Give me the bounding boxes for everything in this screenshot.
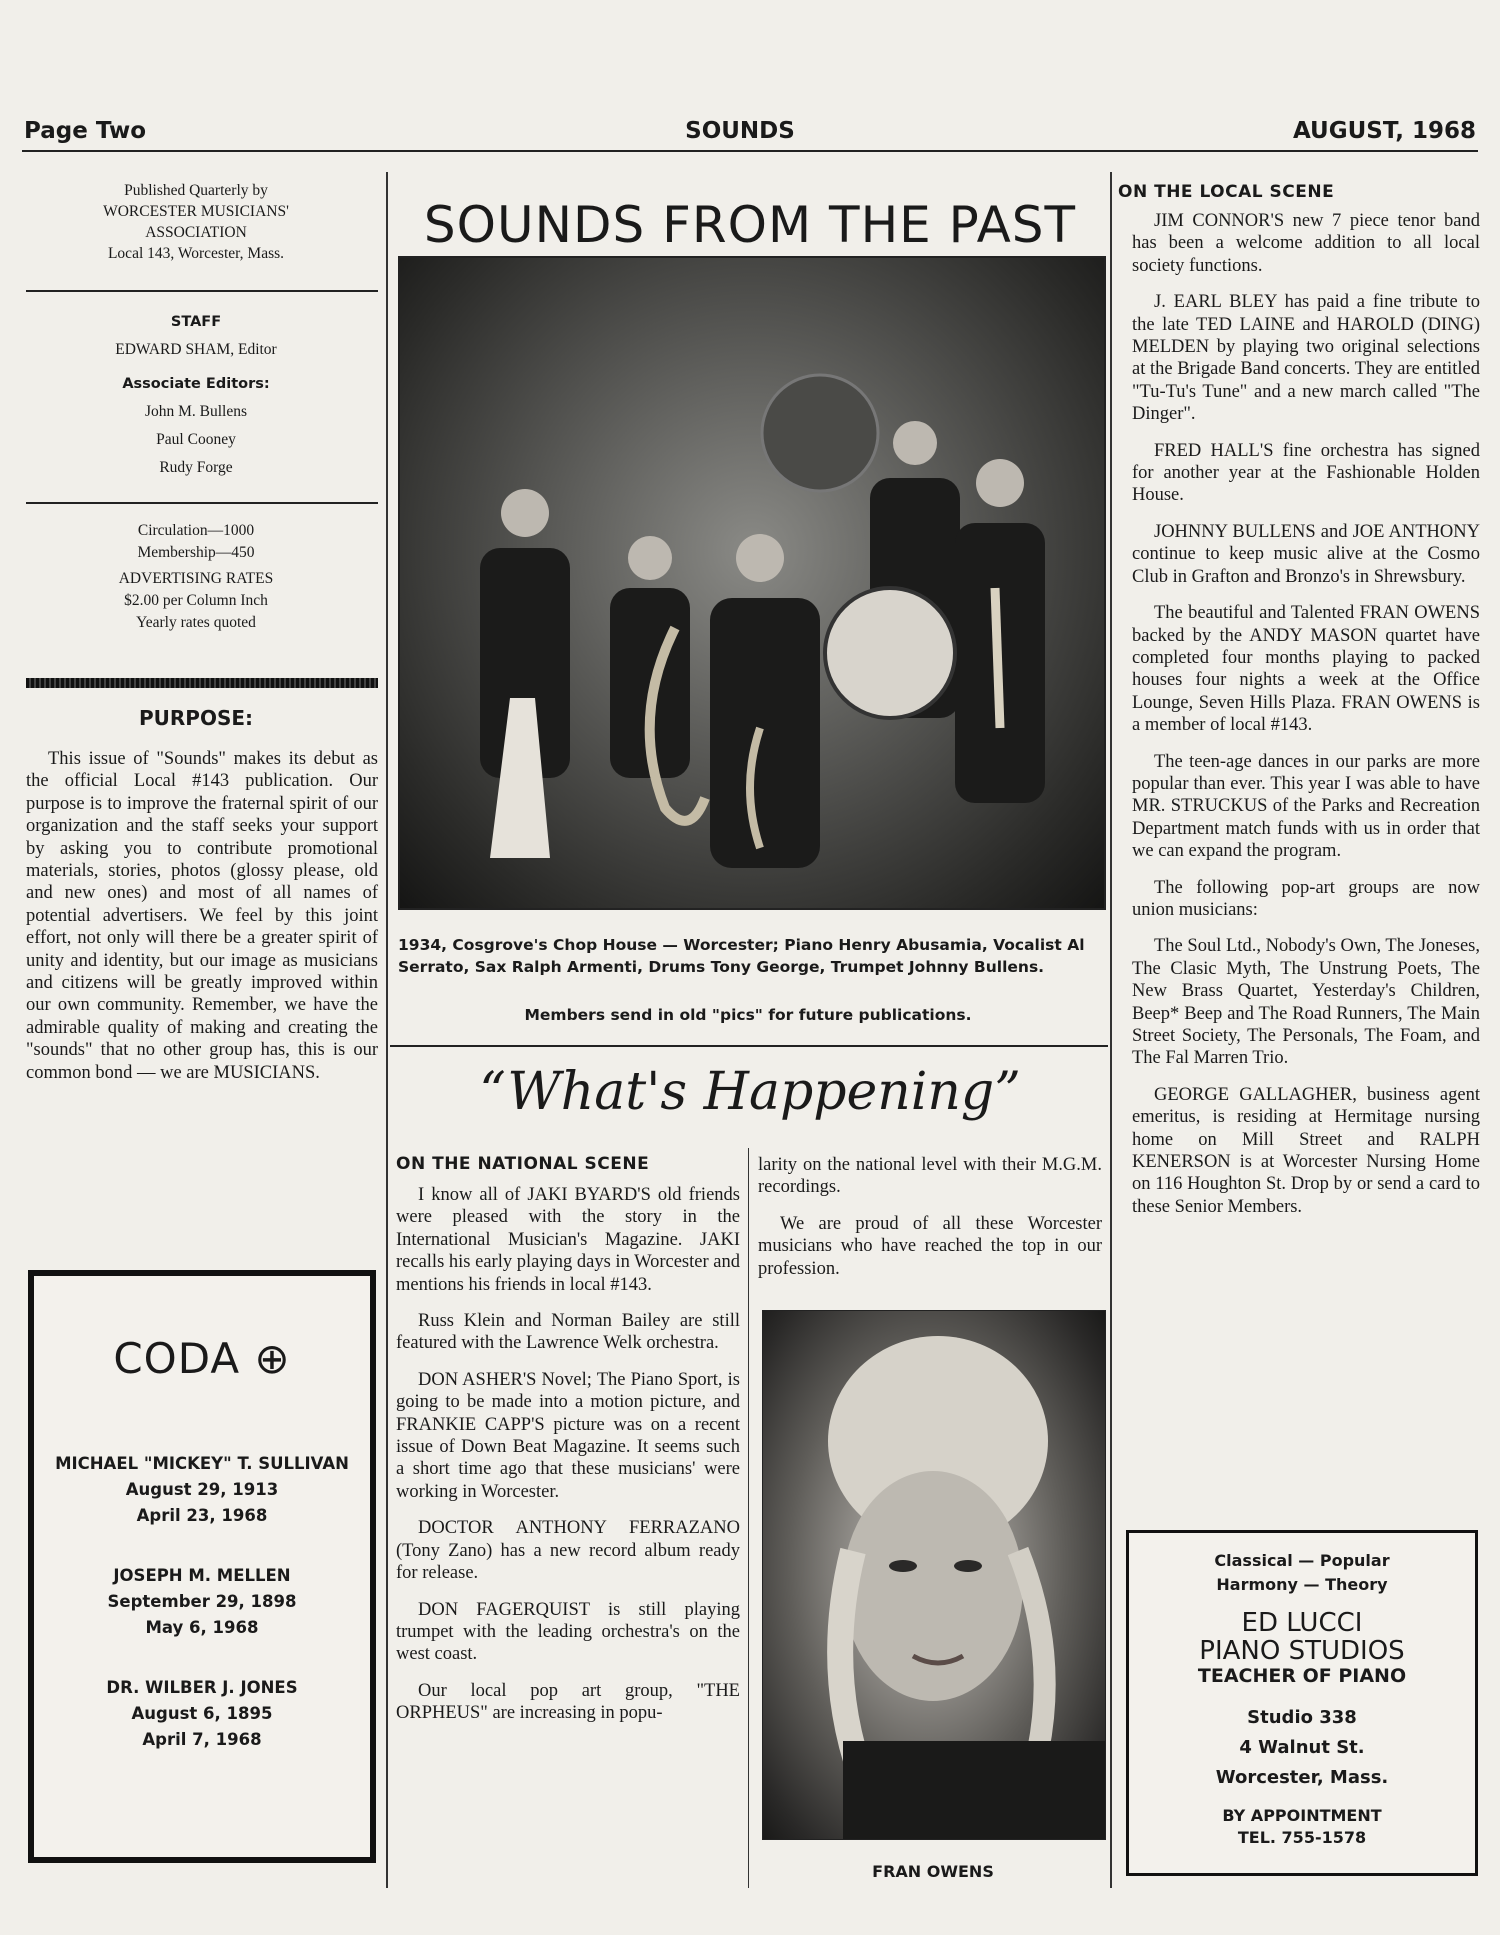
fran-owens-photo <box>762 1310 1106 1840</box>
ad-name: PIANO STUDIOS <box>1199 1636 1405 1666</box>
coda-entry-name: DR. WILBER J. JONES <box>106 1678 298 1697</box>
publisher-line-1: Published Quarterly by <box>124 182 268 199</box>
national-paragraph: DOCTOR ANTHONY FERRAZANO (Tony Zano) has a new record album ready for release. <box>396 1518 740 1584</box>
circulation-line: Circulation—1000 <box>137 522 255 539</box>
issue-date: AUGUST, 1968 <box>1292 118 1476 144</box>
editor-line: EDWARD SHAM, Editor <box>115 341 277 358</box>
coda-title: CODA ⊕ <box>113 1334 291 1383</box>
fran-owens-caption: FRAN OWENS <box>872 1862 994 1881</box>
past-rule <box>390 1045 1108 1047</box>
national-paragraph: DON ASHER'S Novel; The Piano Sport, is going to be made into a motion picture, and FRANKIE CAPP'S picture was on a recent issue of Down Beat Magazine. It seems such a short time ago that these musicians' were working in Worcester. <box>396 1369 740 1502</box>
coda-entry-died: April 7, 1968 <box>142 1730 262 1749</box>
national-column <box>396 1184 740 1739</box>
associate-editor: John M. Bullens <box>144 403 248 420</box>
column-divider-2 <box>1110 172 1112 1888</box>
ad-name: ED LUCCI <box>1241 1608 1363 1638</box>
past-caption-note: Members send in old "pics" for future publications. <box>524 1006 972 1024</box>
coda-entry-born: August 6, 1895 <box>131 1704 273 1723</box>
national-paragraph: larity on the national level with their M.G.M. recordings. <box>758 1155 1102 1198</box>
masthead-rule-3 <box>26 678 378 688</box>
yearly-rates-line: Yearly rates quoted <box>136 614 256 631</box>
masthead-circulation <box>26 520 366 634</box>
associate-editor: Rudy Forge <box>159 459 233 476</box>
coda-entry-died: April 23, 1968 <box>136 1506 268 1525</box>
ad-address: Worcester, Mass. <box>1215 1767 1389 1788</box>
ad-rates-heading: ADVERTISING RATES <box>118 570 274 587</box>
coda-entry <box>32 1675 372 1753</box>
local-paragraph: JIM CONNOR'S new 7 piece tenor band has been a welcome addition to all local society functions. <box>1132 211 1480 276</box>
band-photo <box>398 256 1106 910</box>
ad-line: Classical — Popular <box>1214 1551 1390 1570</box>
associate-editors-heading: Associate Editors: <box>122 376 270 392</box>
publisher-line-3: ASSOCIATION <box>145 224 247 241</box>
coda-entry-born: August 29, 1913 <box>125 1480 279 1499</box>
local-paragraph: The beautiful and Talented FRAN OWENS backed by the ANDY MASON quartet have completed four months playing to packed houses four nights a week at the Office Lounge, Seven Hills Plaza. FRAN OWENS is a member of local #143. <box>1132 603 1480 736</box>
local-column <box>1132 210 1480 1232</box>
national-heading: ON THE NATIONAL SCENE <box>396 1154 650 1174</box>
associate-editor: Paul Cooney <box>156 431 236 448</box>
piano-studio-ad <box>1126 1530 1478 1876</box>
publisher-line-2: WORCESTER MUSICIANS' <box>103 203 289 220</box>
newspaper-title: SOUNDS <box>685 118 795 144</box>
ad-address: Studio 338 <box>1247 1707 1357 1728</box>
purpose-text: This issue of "Sounds" makes its debut as the official Local #143 publication. Our purpose is to improve the fraternal spirit of our organization and the staff seeks your support by asking you to contribute promotional materials, stories, photos (glossy please, old and new ones) and most of all names of potential advertisers. We feel by this joint effort, not only will there be a greater spirit of unity and identity, but our image as musicians and citizens will be greatly improved within our own community. Remember, we have the admirable quality of making and creating the "sounds" that no other group has, this is our common bond — we are MUSICIANS. <box>26 749 378 1083</box>
masthead-staff <box>26 308 366 482</box>
local-heading: ON THE LOCAL SCENE <box>1118 182 1335 202</box>
band-photo-figures <box>400 258 1104 908</box>
coda-entry-died: May 6, 1968 <box>145 1618 259 1637</box>
national-column-2 <box>758 1154 1102 1294</box>
column-divider-1 <box>386 172 388 1888</box>
portrait-figure <box>763 1311 1105 1839</box>
national-paragraph: I know all of JAKI BYARD'S old friends were pleased with the story in the International Musician's Magazine. JAKI recalls his early playing days in Worcester and mentions his friends in local #143. <box>396 1185 740 1295</box>
masthead-rule-1 <box>26 290 378 292</box>
local-paragraph: JOHNNY BULLENS and JOE ANTHONY continue to keep music alive at the Cosmo Club in Grafton and Bronzo's in Shrewsbury. <box>1132 521 1480 587</box>
coda-box <box>28 1270 376 1863</box>
coda-entry-name: MICHAEL "MICKEY" T. SULLIVAN <box>55 1454 349 1473</box>
staff-heading: STAFF <box>170 314 222 330</box>
ad-subtitle: TEACHER OF PIANO <box>1197 1665 1407 1687</box>
ad-telephone: TEL. 755-1578 <box>1237 1828 1367 1847</box>
coda-entry <box>32 1563 372 1641</box>
ad-appointment: BY APPOINTMENT <box>1222 1806 1382 1825</box>
national-paragraph: We are proud of all these Worcester musicians who have reached the top in our profession. <box>758 1213 1102 1279</box>
national-paragraph: Russ Klein and Norman Bailey are still featured with the Lawrence Welk orchestra. <box>396 1311 740 1354</box>
publisher-line-4: Local 143, Worcester, Mass. <box>107 245 285 262</box>
local-paragraph: The teen-age dances in our parks are more popular than ever. This year I was able to have MR. STRUCKUS of the Parks and Recreation Department match funds with us in order that we can expand the program. <box>1132 751 1480 862</box>
national-paragraph: DON FAGERQUIST is still playing trumpet with the leading orchestra's on the west coast. <box>396 1599 740 1665</box>
ad-line: Harmony — Theory <box>1216 1575 1388 1594</box>
page-number: Page Two <box>24 118 147 144</box>
past-caption: 1934, Cosgrove's Chop House — Worcester; Piano Henry Abusamia, Vocalist Al Serrato, Sax Ralph Armenti, Drums Tony George, Trumpet Johnny Bullens. <box>398 936 1085 976</box>
happening-title: “What's Happening” <box>479 1062 1021 1122</box>
ad-rates-line: $2.00 per Column Inch <box>124 592 268 609</box>
coda-entry <box>32 1451 372 1529</box>
local-paragraph: J. EARL BLEY has paid a fine tribute to the late TED LAINE and HAROLD (DING) MELDEN by playing two original selections at the Brigade Band concerts. They are entitled "Tu-Tu's Tune" and a new march called "The Dinger". <box>1132 292 1480 425</box>
coda-entry-born: September 29, 1898 <box>107 1592 297 1611</box>
coda-entry-name: JOSEPH M. MELLEN <box>113 1566 291 1585</box>
local-paragraph: The following pop-art groups are now union musicians: <box>1132 877 1480 920</box>
membership-line: Membership—450 <box>137 544 255 561</box>
header-rule <box>22 150 1478 152</box>
past-title: SOUNDS FROM THE PAST <box>423 196 1077 254</box>
column-divider-inner <box>748 1148 749 1888</box>
ad-address: 4 Walnut St. <box>1239 1737 1365 1758</box>
purpose-title: PURPOSE: <box>138 706 254 730</box>
local-paragraph: GEORGE GALLAGHER, business agent emeritus, is residing at Hermitage nursing home on Mill Street and RALPH KENERSON is at Worcester Nursing Home on 116 Houghton St. Drop by or send a card to these Senior Members. <box>1132 1084 1480 1217</box>
masthead-rule-2 <box>26 502 378 504</box>
national-paragraph: Our local pop art group, "THE ORPHEUS" are increasing in popu- <box>396 1680 740 1724</box>
masthead-publisher <box>26 180 366 264</box>
local-paragraph: FRED HALL'S fine orchestra has signed for another year at the Fashionable Holden House. <box>1132 440 1480 506</box>
local-paragraph: The Soul Ltd., Nobody's Own, The Joneses, The Clasic Myth, The Unstrung Poets, The New Brass Quartet, Yesterday's Children, Beep* Beep and The Road Runners, The Main Street Society, The Personals, The Foam, and The Fal Marren Trio. <box>1132 936 1480 1069</box>
